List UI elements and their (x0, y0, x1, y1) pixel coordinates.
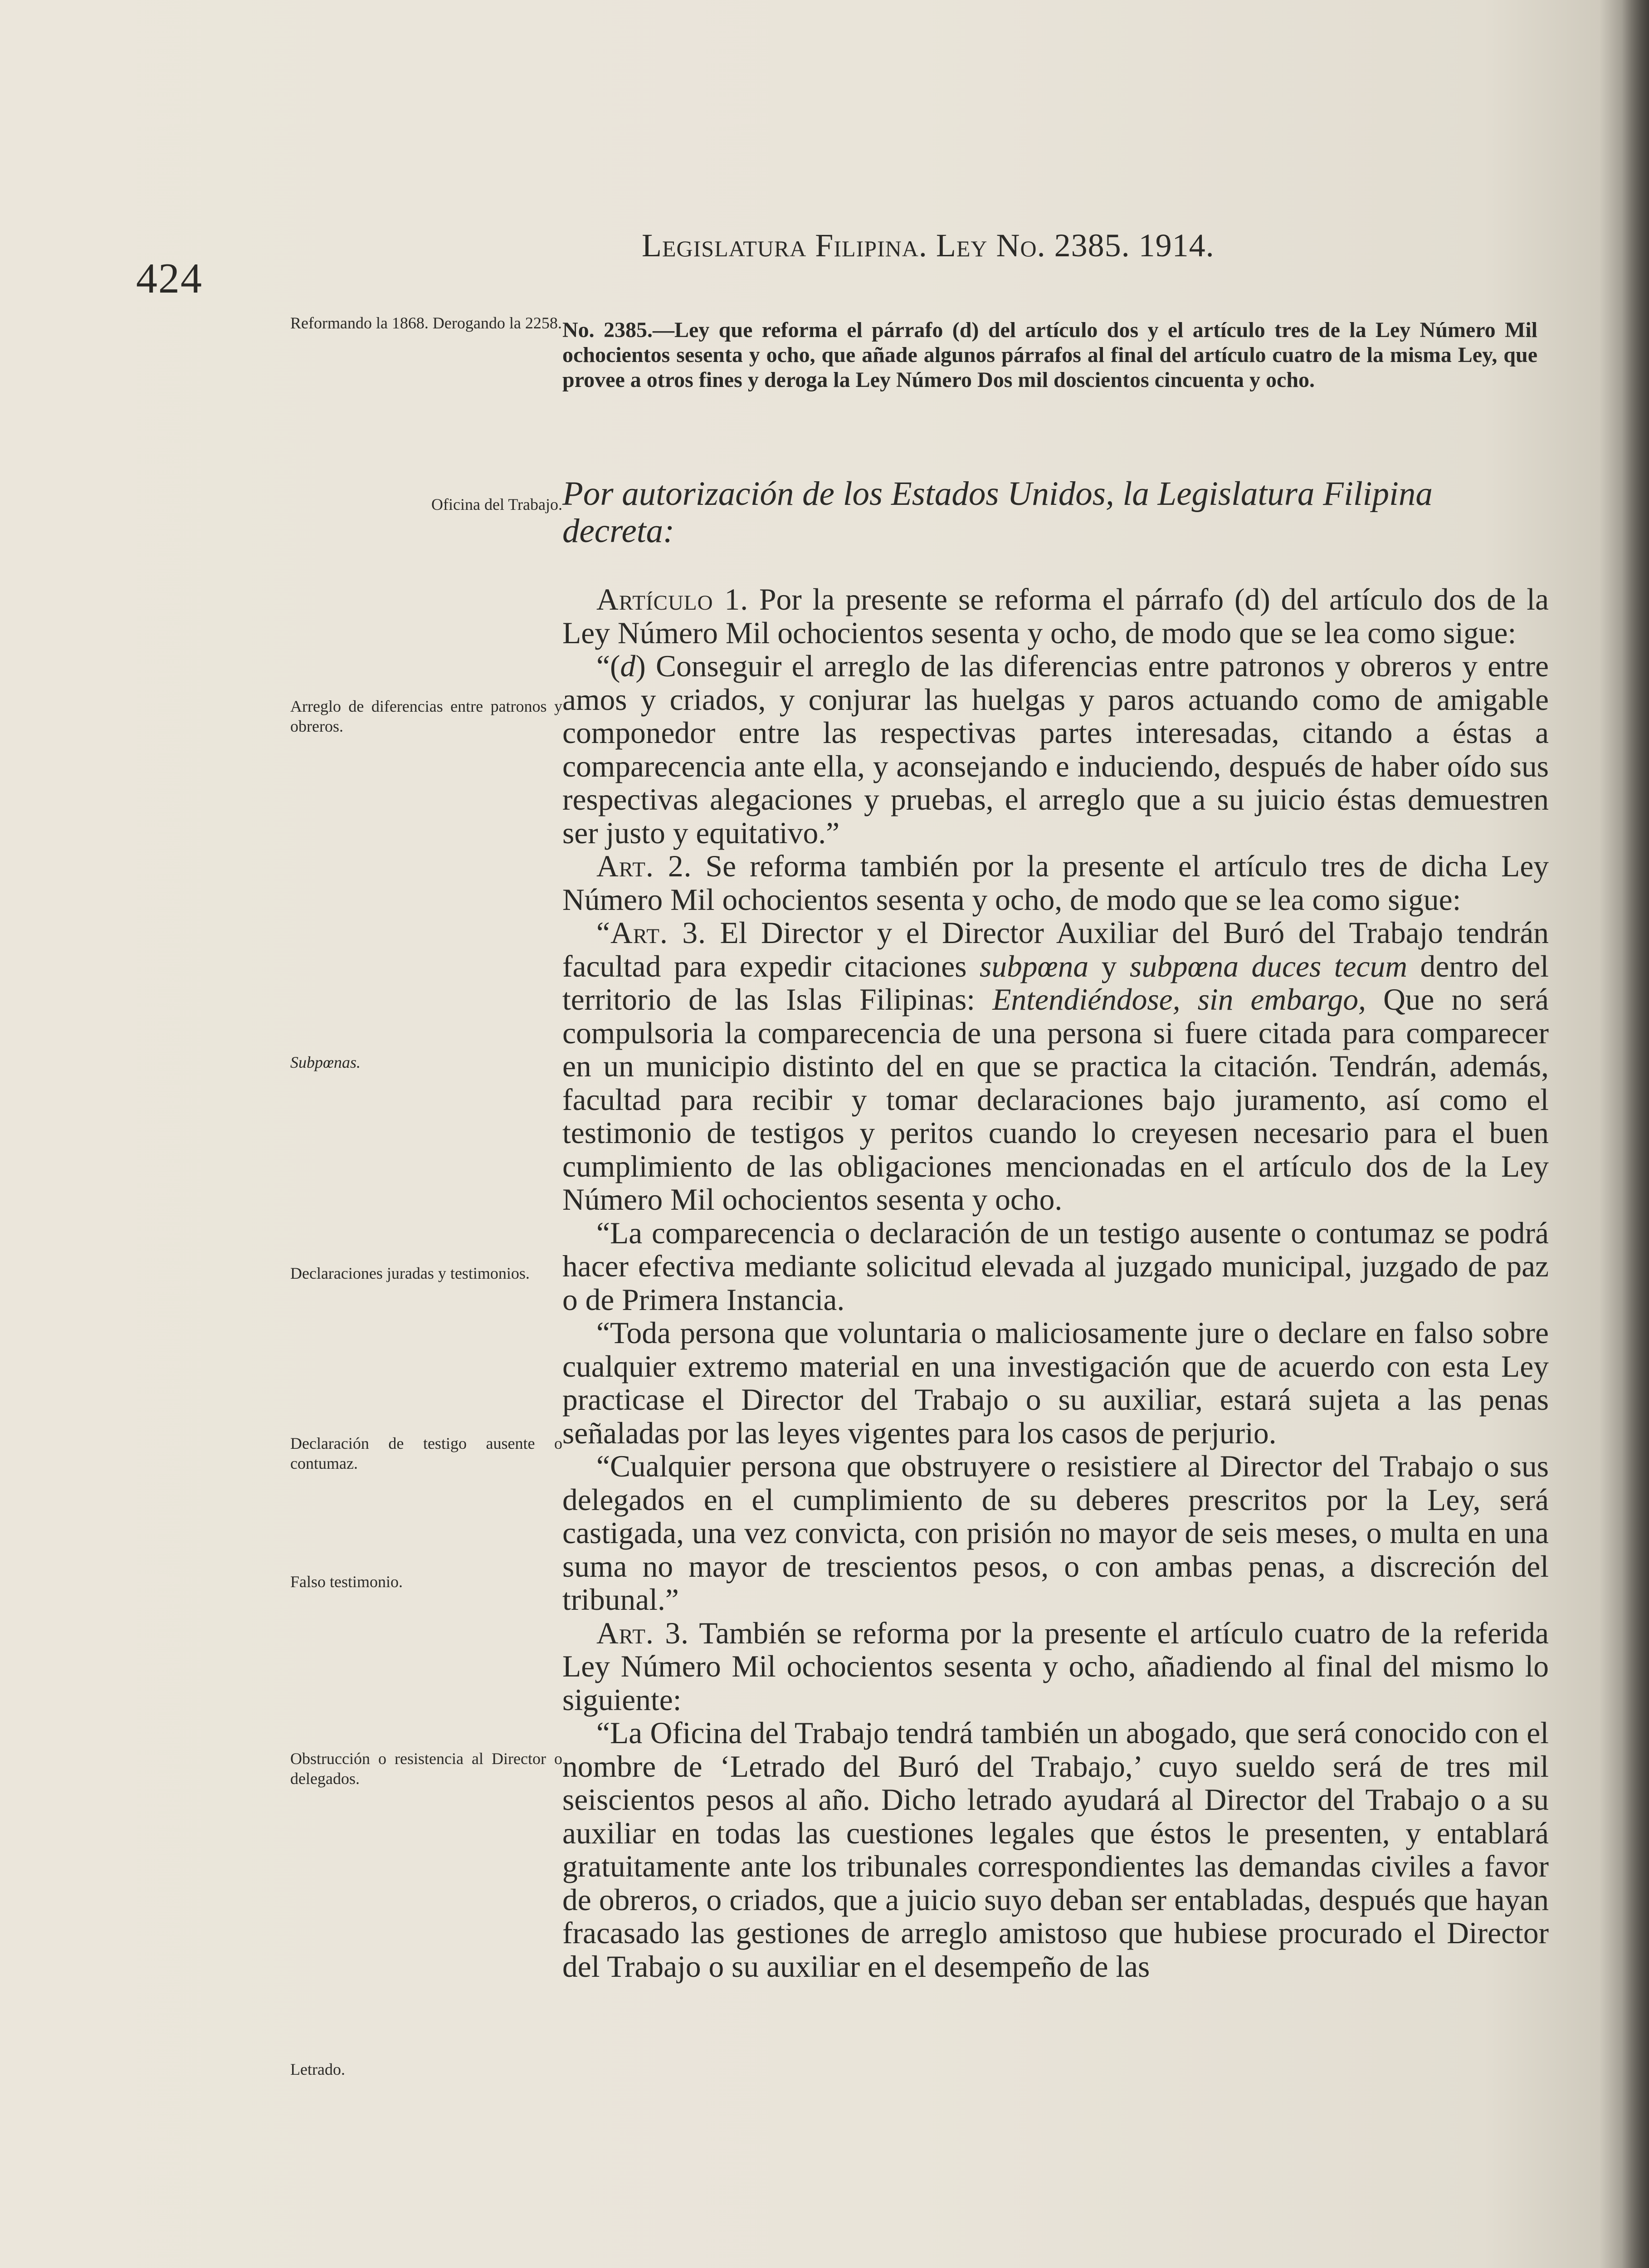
subpoenas-note-text: Subpœnas. (290, 1053, 361, 1071)
quote-paren-close: ) (635, 649, 646, 683)
article-3-text: También se reforma por la presente el artículo cuatro de la referida Ley Número Mil ochocientos sesenta y ocho, añadiendo al final del mismo lo siguiente: (562, 1616, 1549, 1717)
proviso-term: Entendiéndose, sin embargo, (992, 982, 1366, 1017)
paragraph-comparecencia: “La comparecencia o declaración de un testigo ausente o contumaz se podrá hacer efectiva mediante solicitud elevada al juzgado municipal, juzgado de paz o de Primera Instancia. (562, 1216, 1549, 1317)
article-1-quote (562, 650, 1549, 850)
margin-note-obstruccion: Obstrucción o resistencia al Director o delegados. (290, 1750, 562, 1788)
article-2 (562, 850, 1549, 916)
quote-paren-open: “( (596, 649, 620, 683)
margin-note-falso-testimonio: Falso testimonio. (290, 1573, 403, 1591)
article-1 (562, 583, 1549, 650)
article-1-text: Por la presente se reforma el párrafo (d) del artículo dos de la Ley Número Mil ochocientos sesenta y ocho, de modo que se lea como sigue: (562, 582, 1549, 650)
margin-note-oficina: Oficina del Trabajo. (431, 495, 562, 513)
article-2-label: Art. 2. (596, 849, 692, 883)
quoted-article-3-text-a: El Director y el Director Auxiliar del Buró del Trabajo tendrán facultad para expedir citaciones (562, 916, 1549, 983)
article-1-quote-text: Conseguir el arreglo de las diferencias entre patronos y obreros y entre amos y criados, y conjurar las huelgas y paros actuando como de amigable componedor entre las respectivas partes interesadas, citando a éstas a comparecencia ante ella, y aconsejando e induciendo, después de haber oído sus respectivas alegaciones y pruebas, el arreglo que a su juicio éstas demuestren ser justo y equitativo.” (562, 649, 1549, 850)
subpoena-term: subpœna (980, 949, 1089, 983)
article-1-label: Artículo 1. (596, 582, 749, 616)
margin-note-subpoenas (290, 1052, 562, 1072)
margin-note-reforma: Reformando la 1868. Derogando la 2258. (290, 314, 562, 332)
enacting-clause: Por autorización de los Estados Unidos, la Legislatura Filipina decreta: (562, 475, 1433, 550)
paragraph-oficina-letrado: “La Oficina del Trabajo tendrá también un abogado, que será conocido con el nombre de ‘Letrado del Buró del Trabajo,’ cuyo sueldo será de tres mil seiscientos pesos al año. Dicho letrado ayudará al Director del Trabajo o a su auxiliar en todas las cuestiones legales que éstos le presenten, y entablará gratuitamente ante los tribunales correspondientes las demandas civiles a favor de obreros, o criados, que a juicio suyo deban ser entabladas, después que hayan fracasado las gestiones de arreglo amistoso que hubiese procurado el Director del Trabajo o su auxiliar en el desempeño de las (562, 1716, 1549, 1984)
page-number: 424 (136, 255, 203, 302)
paragraph-falso-testimonio: “Toda persona que voluntaria o maliciosamente jure o declare en falso sobre cualquier extremo material en una investigación que de acuerdo con esta Ley practicase el Director del Trabajo o su auxiliar, estará sujeta a las penas señaladas por las leyes vigentes para los casos de perjurio. (562, 1316, 1549, 1450)
margin-note-declaraciones: Declaraciones juradas y testimonios. (290, 1264, 530, 1282)
article-3 (562, 1617, 1549, 1717)
article-3-label: Art. 3. (596, 1616, 689, 1650)
paragraph-letter: d (620, 649, 636, 683)
article-2-text: Se reforma también por la presente el artículo tres de dicha Ley Número Mil ochocientos sesenta y ocho, de modo que se lea como sigue: (562, 849, 1549, 917)
margin-note-declaracion-testigo: Declaración de testigo ausente o contumaz. (290, 1434, 562, 1472)
quoted-article-3-text-b: dentro del territorio de las Islas Filipinas: (562, 949, 1549, 1017)
subpoena-duces-term: subpœna duces tecum (1129, 949, 1407, 983)
quoted-article-3-text-c: Que no será compulsoria la comparecencia de una persona si fuere citada para comparecer en un municipio distinto del en que se practica la citación. Tendrán, además, facultad para recibir y tomar declaraciones bajo juramento, así como el testimonio de testigos y peritos cuando lo creyesen necesario para el buen cumplimiento de las obligaciones mencionadas en el artículo dos de la Ley Número Mil ochocientos sesenta y ocho. (562, 982, 1549, 1217)
margin-note-letrado: Letrado. (290, 2060, 345, 2078)
running-head: Legislatura Filipina. Ley No. 2385. 1914. (642, 227, 1215, 264)
quoted-article-3 (562, 916, 1549, 1217)
binding-shadow (1622, 0, 1649, 2268)
law-body (562, 583, 1549, 1983)
law-heading: No. 2385.—Ley que reforma el párrafo (d) del artículo dos y el artículo tres de la Ley Número Mil ochocientos sesenta y ocho, que añade algunos párrafos al final del artículo cuatro de la misma Ley, que provee a otros fines y deroga la Ley Número Dos mil doscientos cincuenta y ocho. (562, 318, 1537, 392)
paragraph-obstruccion: “Cualquier persona que obstruyere o resistiere al Director del Trabajo o sus delegados en el cumplimiento de su deberes prescritos por la Ley, será castigada, una vez convicta, con prisión no mayor de seis meses, o multa en una suma no mayor de trescientos pesos, o con ambas penas, a discreción del tribunal.” (562, 1449, 1549, 1617)
conjunction: y (1101, 949, 1117, 983)
quoted-article-3-label: “Art. 3. (596, 916, 706, 950)
margin-note-arreglo: Arreglo de diferencias entre patronos y obreros. (290, 697, 562, 735)
